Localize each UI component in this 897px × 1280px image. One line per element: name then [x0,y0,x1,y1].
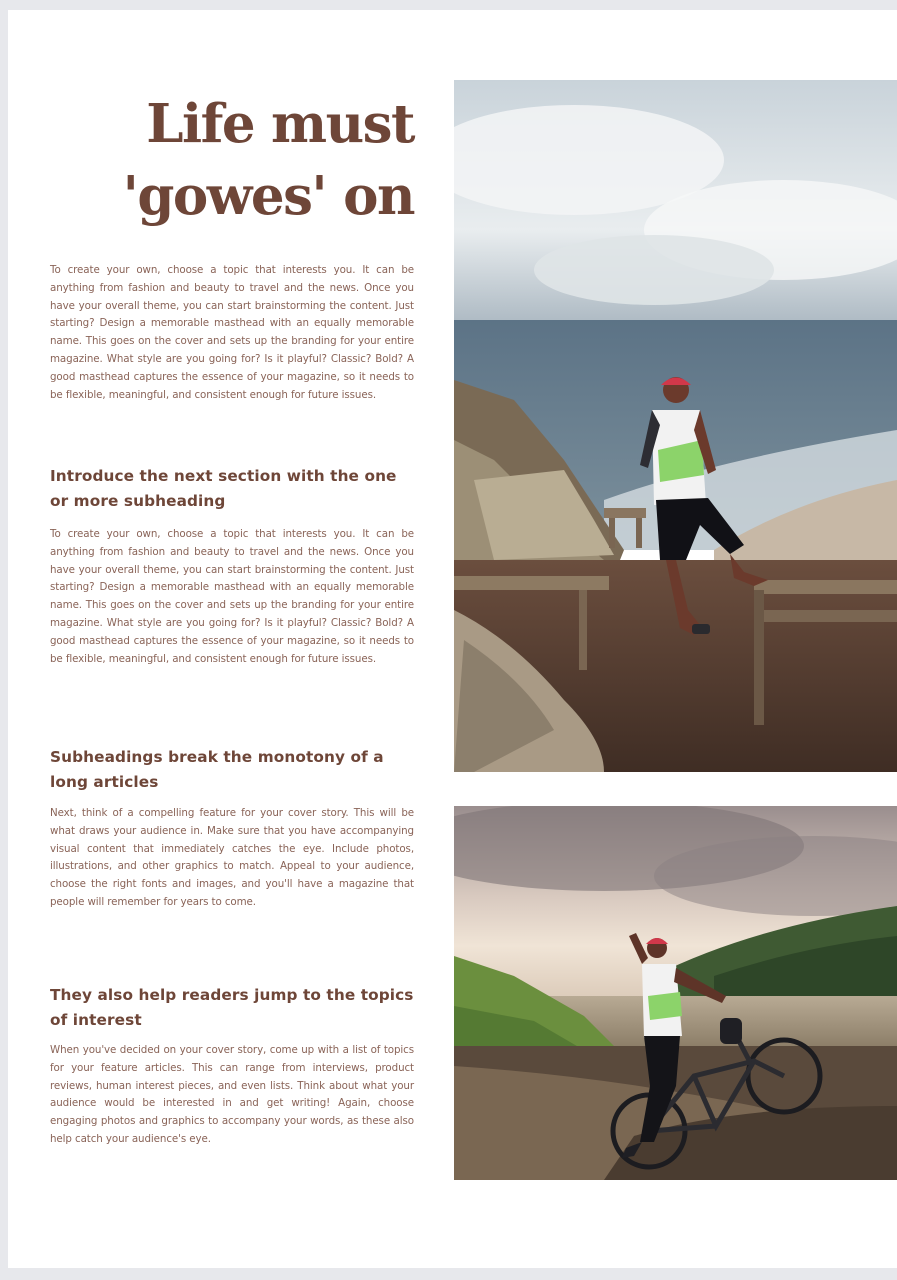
title-line-1: Life must [146,93,414,155]
magazine-page [8,10,897,1268]
section-3-body: When you've decided on your cover story, come up with a list of topics for your feature articles. This can range from interviews, product reviews, human interest pieces, and even lists. Think about what your audience would be interested in and get writing! Again, choose engaging photos and graphics to accompany your words, as these also help catch your audience's eye. [50,1044,414,1145]
sunset-bicycle-photo [454,806,897,1180]
section-1-heading: Introduce the next section with the one or more subheading [50,467,397,510]
intro-paragraph: To create your own, choose a topic that interests you. It can be anything from fashion and beauty to travel and the news. Once you have your overall theme, you can start brainstorming the content. Just starting? Design a memorable masthead with an equally memorable name. This goes on the cover and sets up the branding for your entire magazine. What style are you going for? Is it playful? Classic? Bold? A good masthead captures the essence of your magazine, so it needs to be flexible, meaningful, and consistent enough for future issues. [50,264,414,401]
article-title [48,88,414,232]
title-line-2: 'gowes' on [122,165,414,227]
section-1-body: To create your own, choose a topic that interests you. It can be anything from fashion and beauty to travel and the news. Once you have your overall theme, you can start brainstorming the content. Just starting? Design a memorable masthead with an equally memorable name. This goes on the cover and sets up the branding for your entire magazine. What style are you going for? Is it playful? Classic? Bold? A good masthead captures the essence of your magazine, so it needs to be flexible, meaningful, and consistent enough for future issues. [50,528,414,665]
section-2-body: Next, think of a compelling feature for your cover story. This will be what draws your audience in. Make sure that you have accompanying visual content that immediately catches the eye. Include photos, illustrations, and other graphics to match. Appeal to your audience, choose the right fonts and images, and you'll have a magazine that people will remember for years to come. [50,807,414,908]
section-2-heading: Subheadings break the monotony of a long articles [50,748,384,791]
section-3-heading: They also help readers jump to the topics of interest [50,986,414,1029]
cliff-cyclist-photo [454,80,897,772]
